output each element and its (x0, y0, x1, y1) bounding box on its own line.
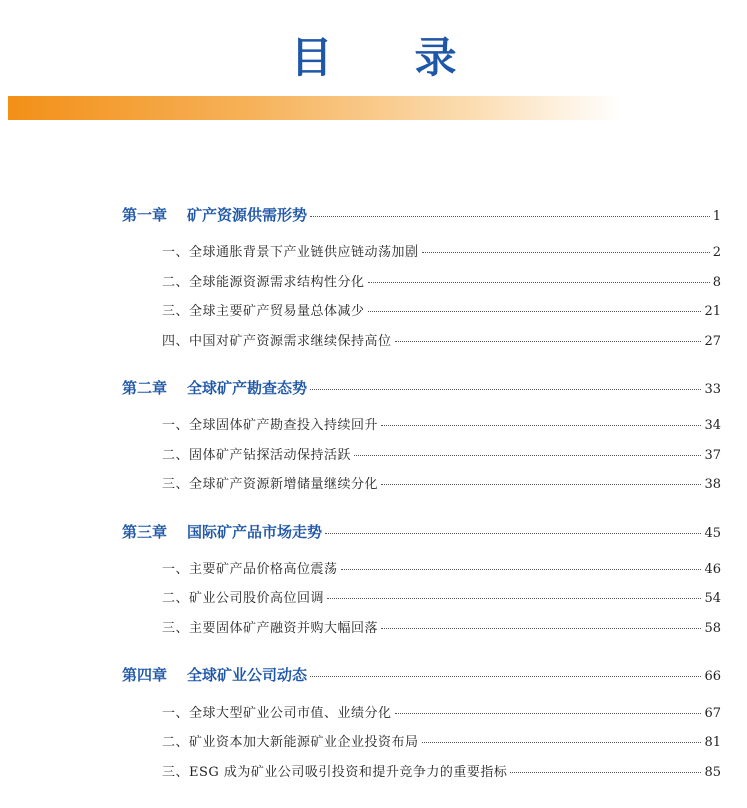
chapter-title: 全球矿产勘查态势 (187, 379, 308, 397)
section-page-number: 58 (704, 621, 721, 636)
dot-leader (368, 282, 710, 283)
toc-chapter-2[interactable] (122, 377, 721, 398)
dot-leader (422, 742, 702, 743)
section-label: 四、中国对矿产资源需求继续保持高位 (162, 334, 392, 349)
section-label: 一、主要矿产品价格高位震荡 (162, 562, 338, 577)
dot-leader (395, 713, 702, 714)
toc-section[interactable] (162, 587, 721, 606)
toc-section[interactable] (162, 617, 721, 636)
dot-leader (395, 341, 702, 342)
chapter-title: 国际矿产品市场走势 (187, 523, 323, 541)
chapter-page-number: 45 (704, 526, 721, 541)
section-page-number: 27 (704, 334, 721, 349)
chapter-number: 第四章 (122, 666, 168, 684)
section-page-number: 38 (704, 477, 721, 492)
section-page-number: 2 (712, 245, 721, 260)
section-label: 一、全球通胀背景下产业链供应链动荡加剧 (162, 245, 419, 260)
section-page-number: 54 (704, 591, 721, 606)
dot-leader (310, 389, 701, 390)
section-page-number: 21 (704, 304, 721, 319)
section-page-number: 8 (712, 275, 721, 290)
dot-leader (327, 598, 701, 599)
section-label: 二、固体矿产钻探活动保持活跃 (162, 448, 352, 463)
chapter-label (122, 521, 322, 542)
toc-chapter-3[interactable] (122, 521, 721, 542)
section-label: 三、主要固体矿产融资并购大幅回落 (162, 621, 379, 636)
toc-chapter-4[interactable] (122, 664, 721, 685)
dot-leader (341, 569, 702, 570)
section-label: 三、全球矿产资源新增储量继续分化 (162, 477, 379, 492)
chapter-label (122, 204, 307, 225)
dot-leader (310, 216, 710, 217)
section-page-number: 34 (704, 418, 721, 433)
toc-section[interactable] (162, 558, 721, 577)
dot-leader (510, 772, 701, 773)
toc-section[interactable] (162, 702, 721, 721)
section-label: 二、矿业公司股价高位回调 (162, 591, 325, 606)
dot-leader (422, 252, 710, 253)
toc-section[interactable] (162, 330, 721, 349)
header-gradient-bar (8, 96, 622, 120)
chapter-number: 第二章 (122, 379, 168, 397)
section-label: 一、全球固体矿产勘查投入持续回升 (162, 418, 379, 433)
chapter-title: 矿产资源供需形势 (187, 206, 308, 224)
toc-section[interactable] (162, 414, 721, 433)
section-label: 二、矿业资本加大新能源矿业企业投资布局 (162, 735, 419, 750)
section-label: 三、全球主要矿产贸易量总体减少 (162, 304, 365, 319)
toc-section[interactable] (162, 300, 721, 319)
toc-section[interactable] (162, 271, 721, 290)
dot-leader (381, 628, 701, 629)
section-label: 一、全球大型矿业公司市值、业绩分化 (162, 706, 392, 721)
section-page-number: 37 (704, 448, 721, 463)
section-label: 三、ESG 成为矿业公司吸引投资和提升竞争力的重要指标 (162, 765, 508, 780)
section-page-number: 46 (704, 562, 721, 577)
dot-leader (325, 533, 701, 534)
section-page-number: 67 (704, 706, 721, 721)
chapter-page-number: 33 (704, 382, 721, 397)
toc-section[interactable] (162, 731, 721, 750)
dot-leader (354, 455, 701, 456)
section-page-number: 85 (704, 765, 721, 780)
dot-leader (368, 311, 702, 312)
dot-leader (381, 425, 701, 426)
dot-leader (381, 484, 701, 485)
section-label: 二、全球能源资源需求结构性分化 (162, 275, 365, 290)
page-title: 目录 (290, 33, 539, 82)
chapter-label (122, 377, 307, 398)
dot-leader (310, 676, 701, 677)
chapter-number: 第一章 (122, 206, 168, 224)
chapter-page-number: 66 (704, 669, 721, 684)
chapter-page-number: 1 (712, 209, 721, 224)
chapter-number: 第三章 (122, 523, 168, 541)
toc-chapter-1[interactable] (122, 204, 721, 225)
toc-section[interactable] (162, 473, 721, 492)
toc-section[interactable] (162, 761, 721, 780)
toc-section[interactable] (162, 241, 721, 260)
chapter-title: 全球矿业公司动态 (187, 666, 308, 684)
section-page-number: 81 (704, 735, 721, 750)
toc-section[interactable] (162, 444, 721, 463)
chapter-label (122, 664, 307, 685)
